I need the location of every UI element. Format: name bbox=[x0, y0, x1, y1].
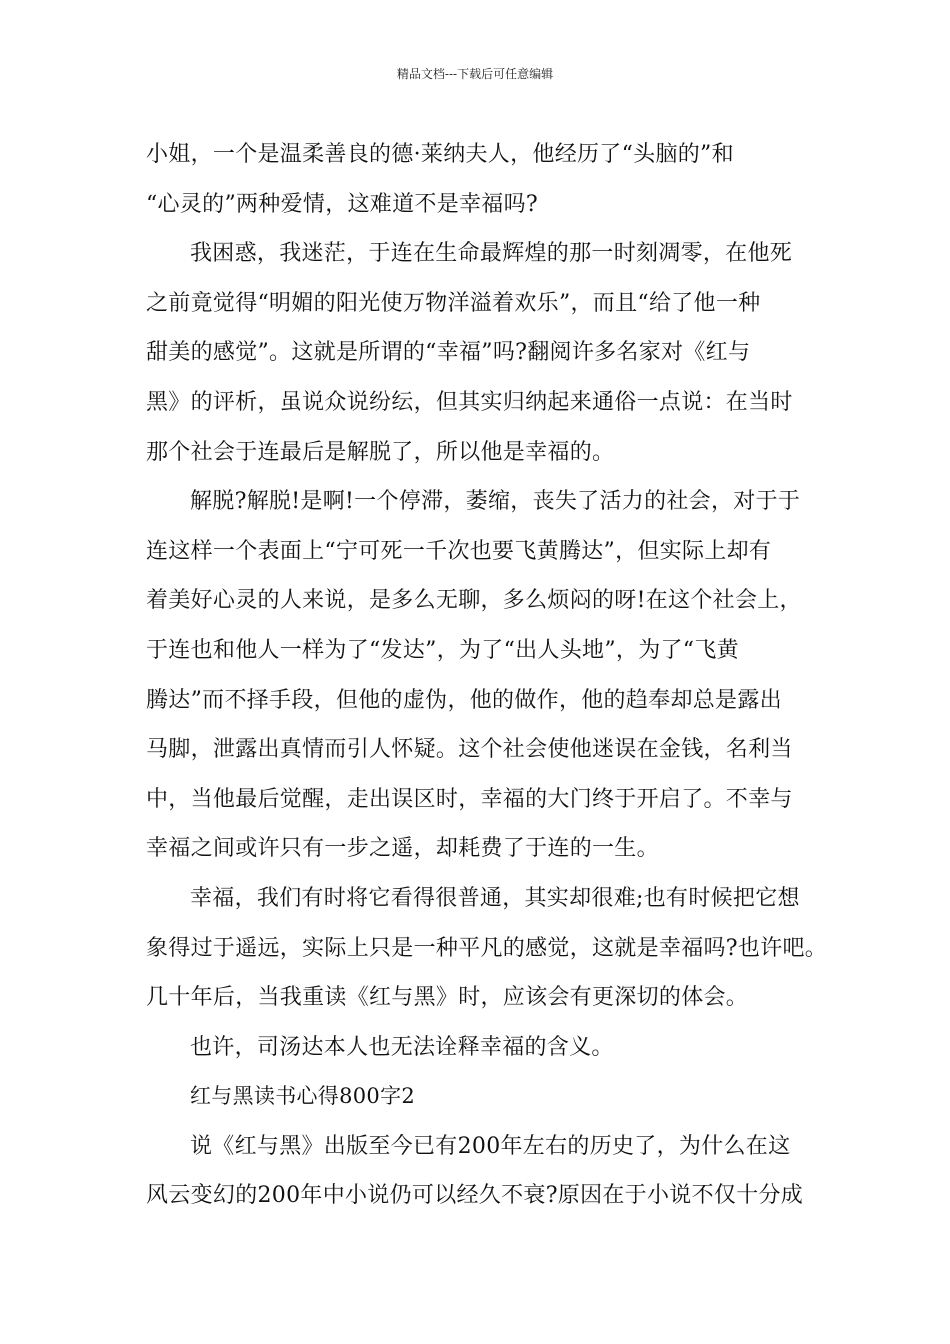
text-line: 中，当他最后觉醒，走出误区时，幸福的大门终于开启了。不幸与 bbox=[146, 786, 793, 812]
document-body bbox=[146, 130, 826, 1221]
text-line: 那个社会于连最后是解脱了，所以他是幸福的。 bbox=[146, 439, 615, 465]
text-line: 象得过于遥远，实际上只是一种平凡的感觉，这就是幸福吗?也许吧。 bbox=[146, 935, 828, 961]
text-line: 解脱?解脱!是啊!一个停滞，萎缩，丧失了活力的社会，对于于 bbox=[190, 489, 801, 515]
text-line: 几十年后，当我重读《红与黑》时，应该会有更深切的体会。 bbox=[146, 985, 749, 1011]
text-line: 幸福，我们有时将它看得很普通，其实却很难;也有时候把它想 bbox=[190, 885, 800, 911]
text-line: 幸福之间或许只有一步之遥，却耗费了于连的一生。 bbox=[146, 836, 659, 862]
text-line: 说《红与黑》出版至今已有200年左右的历史了，为什么在这 bbox=[190, 1133, 791, 1159]
text-line: 风云变幻的200年中小说仍可以经久不衰?原因在于小说不仅十分成 bbox=[146, 1183, 804, 1209]
text-line: 黑》的评析，虽说众说纷纭，但其实归纳起来通俗一点说：在当时 bbox=[146, 389, 793, 415]
page-header: 精品文档---下载后可任意编辑 bbox=[396, 67, 554, 81]
text-line: 着美好心灵的人来说，是多么无聊，多么烦闷的呀!在这个社会上， bbox=[146, 588, 802, 614]
text-line: 也许，司汤达本人也无法诠释幸福的含义。 bbox=[190, 1034, 614, 1060]
text-line: 小姐，一个是温柔善良的德·莱纳夫人，他经历了“头脑的”和 bbox=[146, 142, 734, 167]
text-line: “心灵的”两种爱情，这难道不是幸福吗? bbox=[146, 191, 538, 217]
section-heading: 红与黑读书心得800字2 bbox=[190, 1084, 416, 1109]
text-line: 甜美的感觉”。这就是所谓的“幸福”吗?翻阅许多名家对《红与 bbox=[146, 340, 751, 366]
text-line: 之前竟觉得“明媚的阳光使万物洋溢着欢乐”，而且“给了他一种 bbox=[146, 290, 761, 316]
text-line: 我困惑，我迷茫，于连在生命最辉煌的那一时刻凋零，在他死 bbox=[190, 241, 793, 267]
text-line: 腾达”而不择手段，但他的虚伪，他的做作，他的趋奉却总是露出 bbox=[146, 687, 782, 713]
text-line: 于连也和他人一样为了“发达”，为了“出人头地”，为了“飞黄 bbox=[146, 637, 739, 663]
text-line: 马脚，泄露出真情而引人怀疑。这个社会使他迷误在金钱，名利当 bbox=[146, 737, 793, 763]
text-line: 连这样一个表面上“宁可死一千次也要飞黄腾达”，但实际上却有 bbox=[146, 538, 772, 564]
